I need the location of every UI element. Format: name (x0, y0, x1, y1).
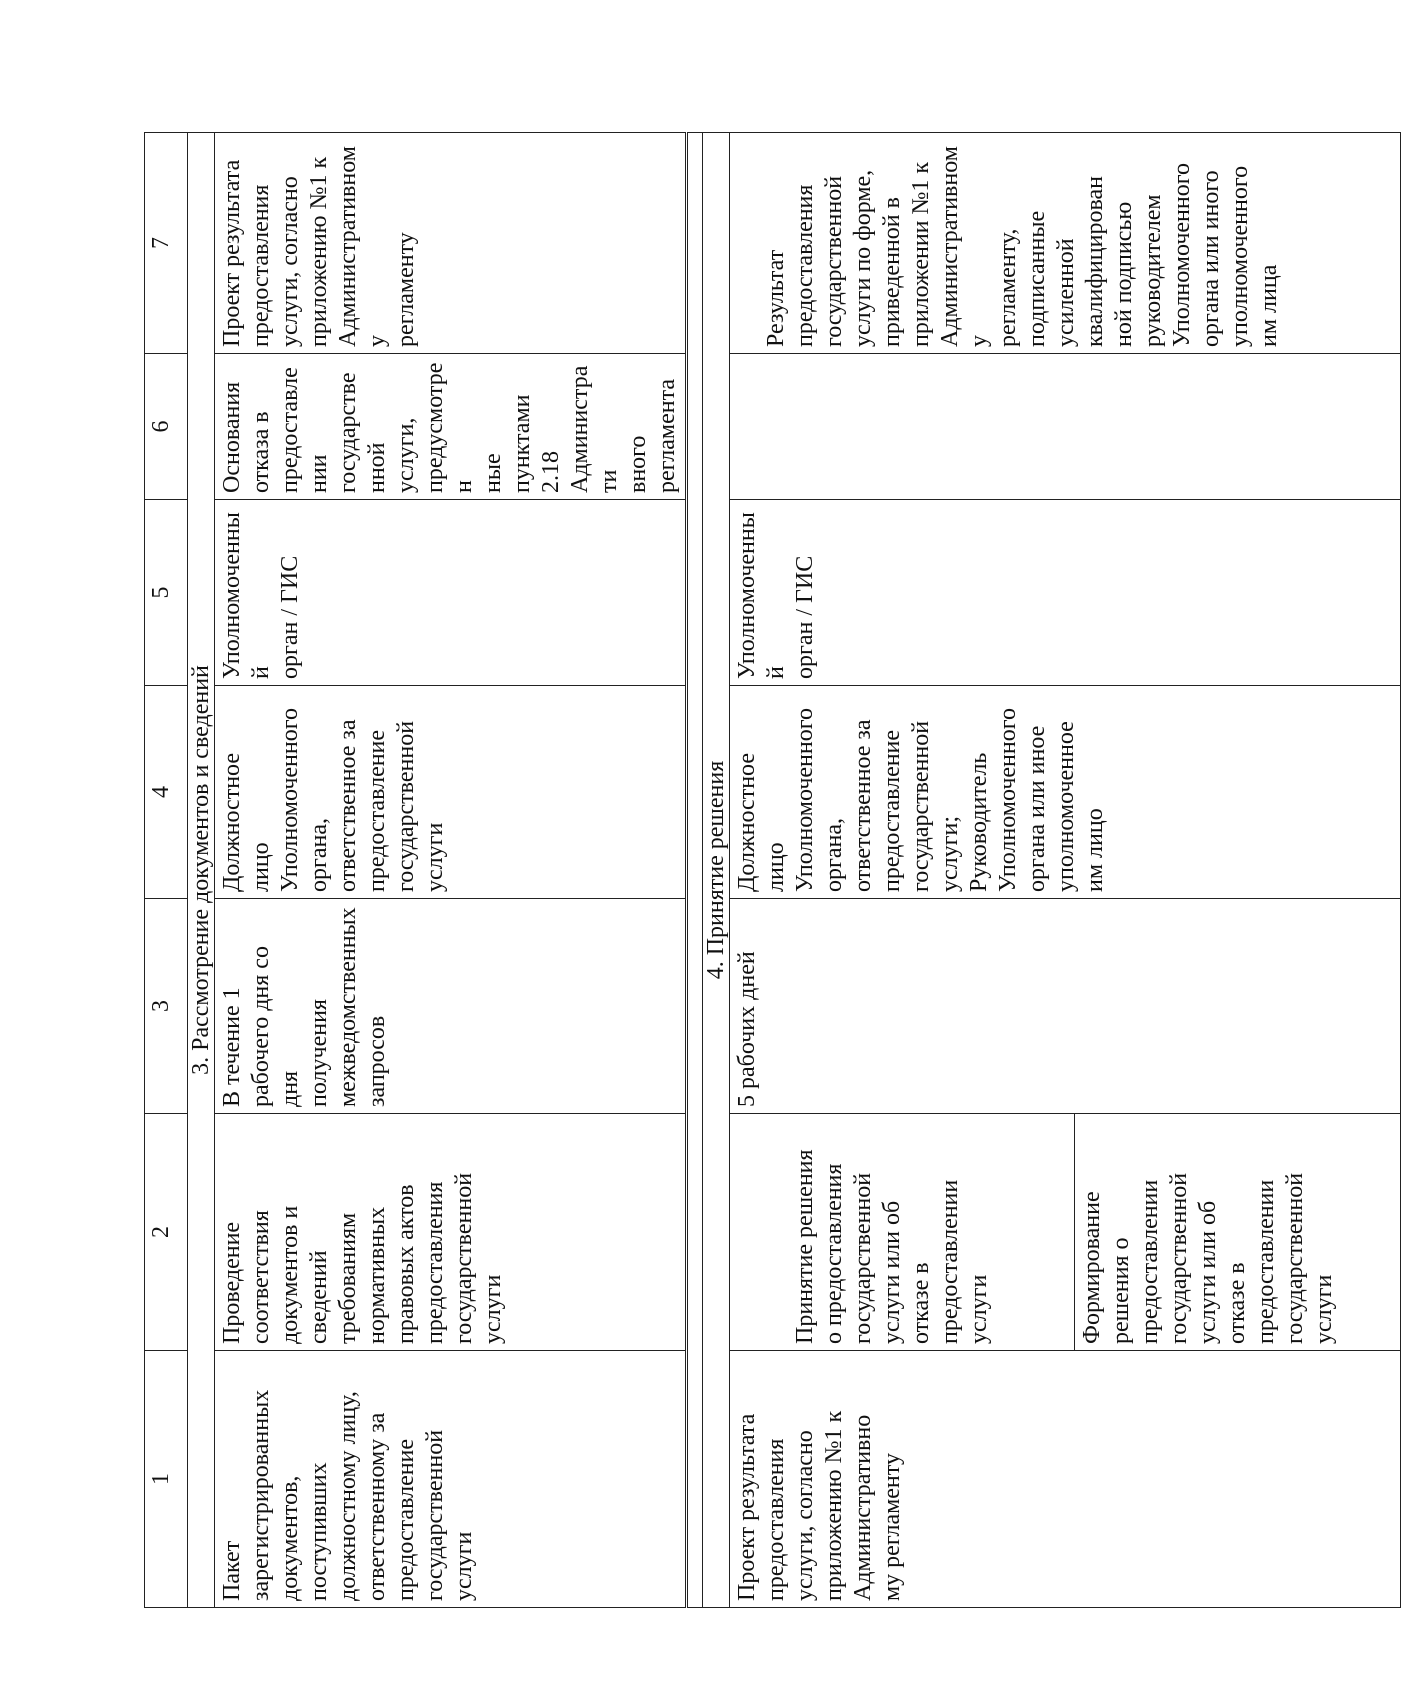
cell-responsible: Должностное лицо Уполномоченного органа, ответственное за предоставление государственной услуги (215, 686, 687, 899)
section-title-row (188, 133, 215, 1608)
procedure-step: Формирование решения о предоставлении государственной услуги или об отказе в предоставлении государственной услуги (1074, 1114, 1342, 1350)
cell-responsible: Должностное лицо Уполномоченного органа, ответственное за предоставление государственной услуги; Руководитель Уполномоченного органа или иное уполномоченное им лицо (730, 686, 1401, 899)
cell-procedure (730, 1114, 1401, 1351)
cell-system: Уполномоченный орган / ГИС (730, 500, 1401, 686)
procedure-table (144, 132, 1401, 1608)
cell-input-documents: Пакет зарегистрированных документов, поступивших должностному лицу, ответственному за предоставление государственной услуги (215, 1351, 687, 1608)
cell-input-documents: Проект результата предоставления услуги, согласно приложению №1 к Административно му регламенту (730, 1351, 1401, 1608)
header-cell: 4 (145, 686, 188, 899)
cell-deadline: В течение 1 рабочего дня со дня получения межведомственных запросов (215, 899, 687, 1114)
cell-criteria (730, 354, 1401, 500)
header-cell: 5 (145, 500, 188, 686)
section-gap (687, 133, 703, 1608)
procedure-step: Принятие решения о предоставления государственной услуги или об отказе в предоставлении услуги (792, 1149, 992, 1344)
header-cell: 3 (145, 899, 188, 1114)
cell-result: Проект результата предоставления услуги, согласно приложению №1 к Административному регламенту (215, 133, 687, 354)
table-row (215, 133, 687, 1608)
section-title: 4. Принятие решения (703, 133, 730, 1608)
cell-deadline: 5 рабочих дней (730, 899, 1401, 1114)
header-cell: 2 (145, 1114, 188, 1351)
header-row (145, 133, 188, 1608)
cell-criteria: Основания отказа в предоставлении государственной услуги, предусмотрен ные пунктами 2.18 Администрати вного регламента (215, 354, 687, 500)
header-cell: 7 (145, 133, 188, 354)
cell-system: Уполномоченный орган / ГИС (215, 500, 687, 686)
header-cell: 6 (145, 354, 188, 500)
section-title-row (703, 133, 730, 1608)
cell-result: Результат предоставления государственной услуги по форме, приведенной в приложении №1 к Административному регламенту, подписанные усиленной квалифицирован ной подписью руководителем Уполномоченного органа или иного уполномоченного им лица (730, 133, 1401, 354)
header-cell: 1 (145, 1351, 188, 1608)
cell-procedure: Проведение соответствия документов и сведений требованиям нормативных правовых актов предоставления государственной услуги (215, 1114, 687, 1351)
section-title: 3. Рассмотрение документов и сведений (188, 133, 215, 1608)
table-row (730, 133, 1401, 1608)
